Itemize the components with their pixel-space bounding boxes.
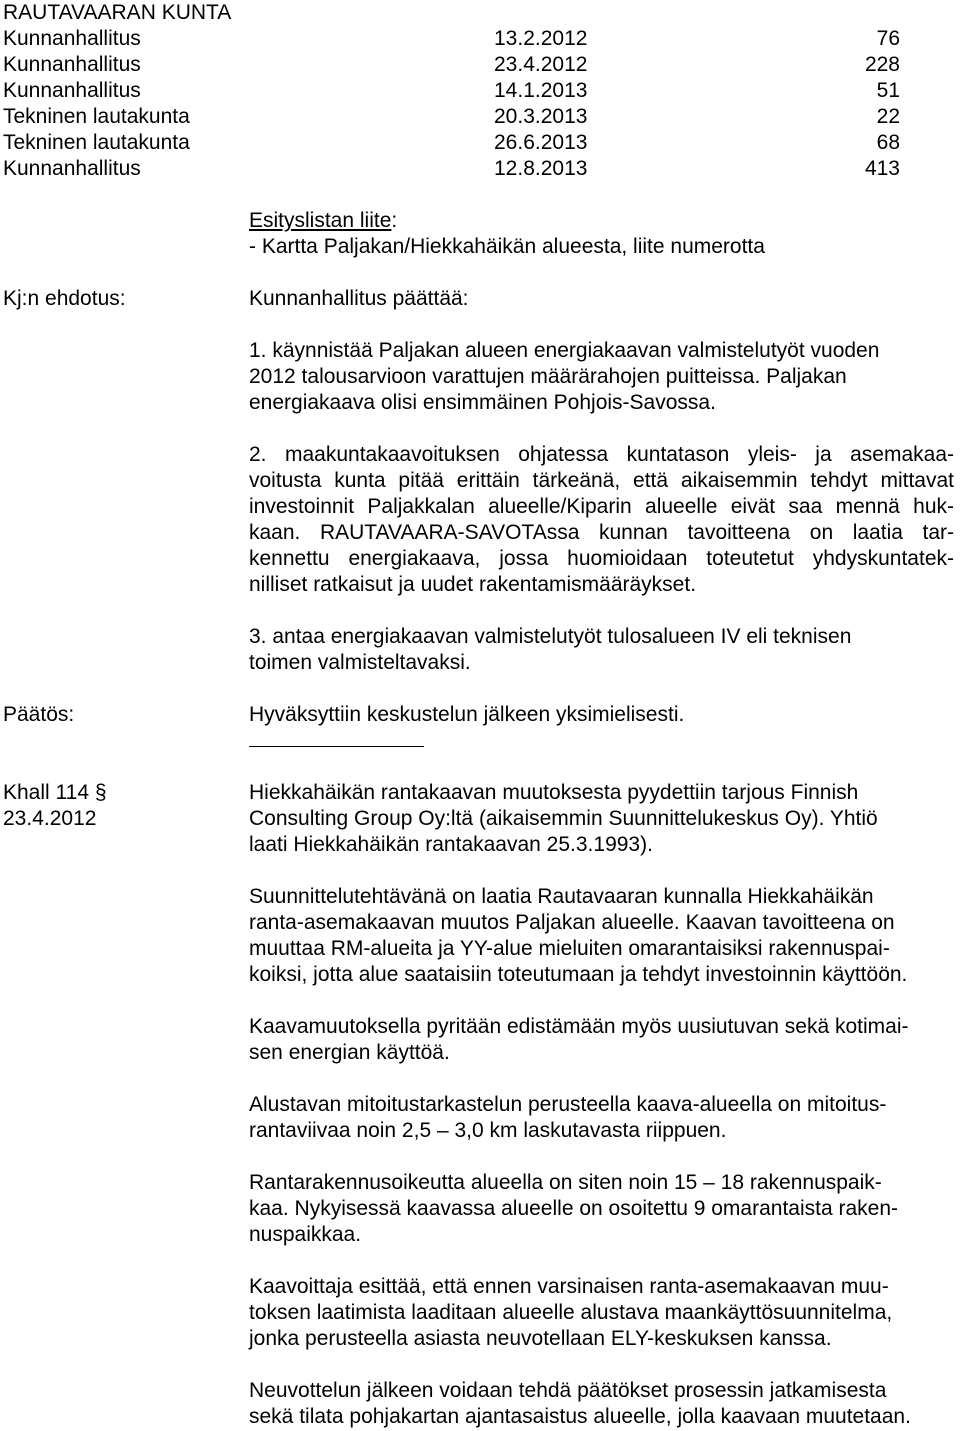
history-body: Tekninen lautakunta — [3, 105, 190, 128]
text-line: 2. maakuntakaavoituksen ohjatessa kuntatason yleis- ja asemakaa- — [249, 443, 954, 466]
text-line: kennettu energiakaava, jossa huomioidaan toteutetut yhdyskuntatek- — [249, 547, 954, 570]
history-body: Kunnanhallitus — [3, 157, 141, 180]
text-line: kaan. RAUTAVAARA-SAVOTAssa kunnan tavoitteena on laatia tar- — [249, 521, 954, 544]
text-line: 1. käynnistää Paljakan alueen energiakaavan valmistelutyöt vuoden — [249, 339, 880, 362]
text-line: investoinnit Paljakkalan alueelle/Kiparin alueelle eivät saa mennä huk- — [249, 495, 954, 518]
text-line: koiksi, jotta alue saataisiin toteutumaan ja tehdyt investoinnin käyttöön. — [249, 963, 908, 986]
attachment-item: - Kartta Paljakan/Hiekkahäikän alueesta, liite numerotta — [249, 235, 765, 258]
text-line: muuttaa RM-alueita ja YY-alue mieluiten omarantaisiksi rakennuspai- — [249, 937, 890, 960]
text-line: Rantarakennusoikeutta alueella on siten noin 15 – 18 rakennuspaik- — [249, 1171, 882, 1194]
text-line: 3. antaa energiakaavan valmistelutyöt tulosalueen IV eli teknisen — [249, 625, 852, 648]
history-section: 68 — [876, 131, 900, 154]
proposal-label: Kj:n ehdotus: — [3, 287, 126, 310]
attachments-title-suffix: : — [391, 209, 398, 232]
text-line: nilliset ratkaisut ja uudet rakentamismääräykset. — [249, 573, 697, 596]
history-date: 20.3.2013 — [494, 105, 588, 128]
text-line: kaa. Nykyisessä kaavassa alueelle on osoitettu 9 omarantaista raken- — [249, 1197, 899, 1220]
khall-paragraph — [249, 884, 954, 988]
text-line: Kaavamuutoksella pyritään edistämään myös uusiutuvan sekä kotimai- — [249, 1015, 909, 1038]
text-line: toimen valmisteltavaksi. — [249, 651, 471, 674]
khall-date: 23.4.2012 — [3, 807, 97, 830]
khall-paragraph — [249, 1378, 954, 1430]
history-body: Kunnanhallitus — [3, 53, 141, 76]
khall-paragraph — [249, 1170, 954, 1248]
history-date: 13.2.2012 — [494, 27, 588, 50]
text-line: laati Hiekkahäikän rantakaavan 25.3.1993). — [249, 833, 653, 856]
text-line: Consulting Group Oy:ltä (aikaisemmin Suunnittelukeskus Oy). Yhtiö — [249, 807, 878, 830]
text-line: Suunnittelutehtävänä on laatia Rautavaaran kunnalla Hiekkahäikän — [249, 885, 874, 908]
text-line: energiakaava olisi ensimmäinen Pohjois-Savossa. — [249, 391, 716, 414]
text-line: Kaavoittaja esittää, että ennen varsinaisen ranta-asemakaavan muu- — [249, 1275, 889, 1298]
text-line: Alustavan mitoitustarkastelun perusteella kaava-alueella on mitoitus- — [249, 1093, 887, 1116]
history-section: 76 — [876, 27, 900, 50]
text-line: Neuvottelun jälkeen voidaan tehdä päätökset prosessin jatkamisesta — [249, 1379, 887, 1402]
decision-label: Päätös: — [3, 703, 75, 726]
history-date: 26.6.2013 — [494, 131, 588, 154]
history-body: Kunnanhallitus — [3, 79, 141, 102]
text-line: voitusta kunta pitää erittäin tärkeänä, että aikaisemmin tehdyt mittavat — [249, 469, 954, 492]
khall-paragraph — [249, 1014, 954, 1066]
text-line: nuspaikkaa. — [249, 1223, 362, 1246]
section-divider — [249, 746, 424, 747]
history-body: Tekninen lautakunta — [3, 131, 190, 154]
text-line: sekä tilata pohjakartan ajantasaistus alueelle, jolla kaavaan muutetaan. — [249, 1405, 911, 1428]
history-section: 22 — [876, 105, 900, 128]
text-line: rantaviivaa noin 2,5 – 3,0 km laskutavasta riippuen. — [249, 1119, 727, 1142]
text-line: toksen laatimista laaditaan alueelle alustava maankäyttösuunnitelma, — [249, 1301, 893, 1324]
proposal-item-3 — [249, 624, 954, 676]
history-date: 14.1.2013 — [494, 79, 588, 102]
municipality-header: RAUTAVAARAN KUNTA — [3, 1, 232, 24]
attachments-title: Esityslistan liite — [249, 209, 392, 232]
khall-paragraph — [249, 1274, 954, 1352]
attachments-heading — [249, 208, 397, 234]
history-section: 51 — [876, 79, 900, 102]
history-date: 12.8.2013 — [494, 157, 588, 180]
text-line: Hiekkahäikän rantakaavan muutoksesta pyydettiin tarjous Finnish — [249, 781, 859, 804]
khall-section-label: Khall 114 § — [3, 781, 107, 804]
text-line: 2012 talousarvioon varattujen määrärahojen puitteissa. Paljakan — [249, 365, 847, 388]
text-line: ranta-asemakaavan muutos Paljakan alueelle. Kaavan tavoitteena on — [249, 911, 895, 934]
khall-paragraph — [249, 1092, 954, 1144]
decision-text: Hyväksyttiin keskustelun jälkeen yksimielisesti. — [249, 703, 685, 726]
proposal-item-1 — [249, 338, 954, 416]
proposal-item-2 — [249, 442, 954, 598]
khall-paragraph — [249, 780, 954, 858]
text-line: sen energian käyttöä. — [249, 1041, 450, 1064]
text-line: jonka perusteella asiasta neuvotellaan ELY-keskuksen kanssa. — [249, 1327, 832, 1350]
history-section: 228 — [864, 53, 900, 76]
history-body: Kunnanhallitus — [3, 27, 141, 50]
history-date: 23.4.2012 — [494, 53, 588, 76]
history-section: 413 — [864, 157, 900, 180]
proposal-lead: Kunnanhallitus päättää: — [249, 287, 469, 310]
